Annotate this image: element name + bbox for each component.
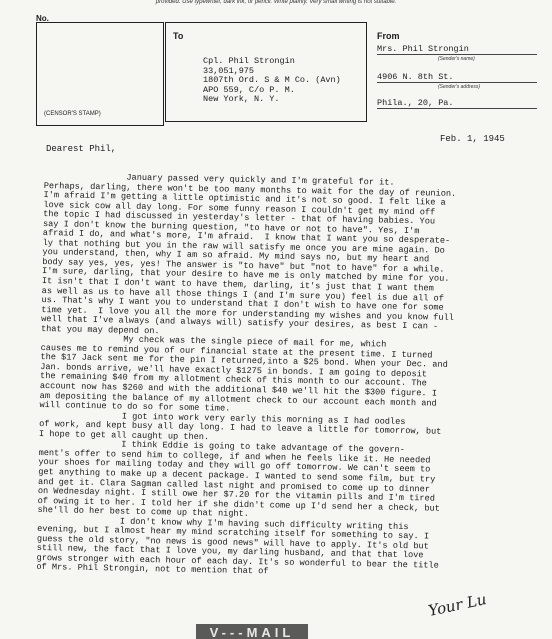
censor-stamp-label: (CENSOR'S STAMP) — [44, 111, 101, 117]
number-label: No. — [36, 14, 49, 23]
form-instructions: provided. Use typewriter, dark ink, or pencil. Write plainly. Very small writing is not suitable. — [155, 0, 397, 5]
letter-date: Feb. 1, 1945 — [440, 134, 505, 144]
sender-address-caption: (Sender's address) — [438, 84, 481, 90]
letter-greeting: Dearest Phil, — [46, 144, 117, 154]
v-mail-footer-label: V---MAIL — [196, 624, 308, 639]
sender-street: 4906 N. 8th St. — [377, 72, 537, 83]
sender-name-caption: (Sender's name) — [438, 56, 475, 62]
letter-body: January passed very quickly and I'm grateful for it. Perhaps, darling, there won't be too many months to wait for the day of reunion. I'm afraid I'm getting a little optimistic and it's not so good. I felt like a love sick cow all day long. For some funny reason I couldn't get my mind off the topic I had discussed in yesterday's letter - that of having babies. You say I don't know the burning question, "to have or not to have". Yes, I'm afraid I do, and what's more, I'm afraid. I know that I want you so desperate- ly that nothing but you in the raw will satisfy me once you are mine again. Do you understand, then, why I am so afraid. My mind says no, but my heart and body say yes, yes, yes! The answer is "to have" but "not to have" for a while. I'm sure, darling, that your desire to have me is only matched by mine for you. It isn't that I don't want to have them, darling, it's just that I want them as well as us to have all those things I (and I'm sure you) feel is due all of us. That's why I want you to understand that I don't wish to have one for some time yet. I love you all the more for understanding my wishes and you know full well that I've always (and always will) satisfy your desires, as best I can - that you may depend on. My check was the single piece of mail for me, which causes me to remind you of our financial state at the present time. I turned the $17 Jack sent me for the pin I returned,into a $25 bond. When your Dec. and Jan. bonds arrive, we'll have exactly $1275 in bonds. I am going to deposit the remaining $40 from my allotment check of this month to our account. The account now has $260 and with the additional $40 we'll hit the $300 figure. I am depositing the balance of my allotment check to our account each month and will continue to do so for some time. I got into work very early this morning as I had oodles of work, and kept busy all day long. I had to leave a little for tomorrow, but I hope to get all caught up then. I think Eddie is going to take advantage of the govern- ment's offer to send him to college, if and when he feels like it. He needed your shoes for mailing today and they will go off tomorrow. We can't seem to get anything to make up a decent package. I wanted to send some film, but try and get it. Clara Sagman called last night and promised to come up to dinner on Wednesday night. I still owe her $7.20 for the vitamin pills and I'm tired of owing it to her. I told her if she didn't come up I'd send her a check, but she'll do her best to come up that night. I don't know why I'm having such difficulty writing this evening, but I almost hear my mind scratching itself for something to say. I guess the old story, "no news is good news" will have to apply. It's old but still new, the fact that I love you, my darling husband, and that that love grows stronger with each hour of each day. It's so wonderful to bear the title of Mrs. Phil Strongin, not to mention that of — [36, 171, 457, 577]
to-label: To — [173, 31, 184, 41]
handwritten-signature: Your Lu — [426, 590, 489, 620]
sender-name: Mrs. Phil Strongin — [377, 44, 537, 55]
from-label: From — [377, 31, 400, 41]
sender-city: Phila., 20, Pa. — [377, 98, 537, 109]
recipient-address: Cpl. Phil Strongin 33,051,975 1807th Ord. S & M Co. (Avn) APO 559, C/o P. M. New York, N. Y. — [203, 56, 341, 104]
